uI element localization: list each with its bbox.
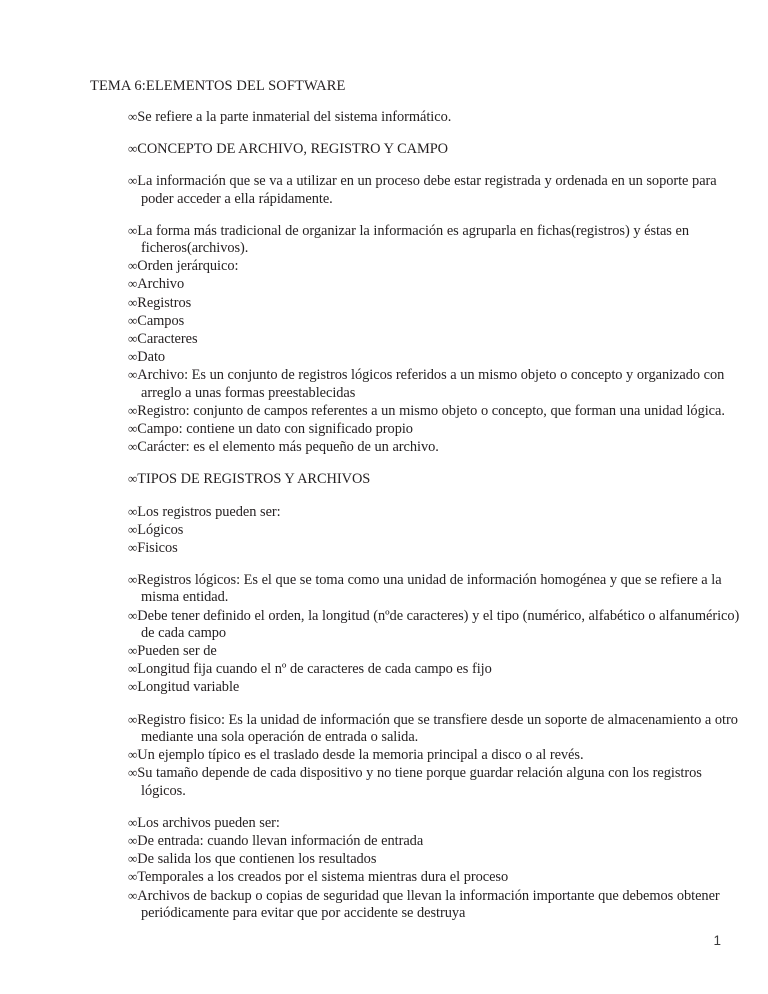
- bullet-line: [128, 814, 740, 832]
- bullet-line-text: Archivo: [137, 276, 185, 293]
- bullet-line-text: Archivos de backup o copias de seguridad que llevan la información importante que debemos obtener periódicamente para evitar que por accidente se destruya: [137, 887, 720, 921]
- bullet-line-text: Los archivos pueden ser:: [137, 814, 280, 831]
- bullet-line-text: Los registros pueden ser:: [137, 503, 281, 520]
- bullet-line-text: Registro: conjunto de campos referentes a un mismo objeto o concepto, que forman una unidad lógica.: [137, 402, 725, 419]
- text-block-tipos-heading: [128, 470, 740, 488]
- infinity-bullet-icon: ∞: [128, 661, 138, 677]
- bullet-line: [128, 607, 740, 642]
- bullet-line-text: Un ejemplo típico es el traslado desde la memoria principal a disco o al revés.: [137, 747, 584, 764]
- bullet-line: [128, 420, 740, 438]
- bullet-line-text: La información que se va a utilizar en un proceso debe estar registrada y ordenada en un soporte para poder acceder a ella rápidamente.: [137, 173, 717, 207]
- bullet-line-text: Longitud variable: [137, 679, 240, 696]
- bullet-line: [128, 868, 740, 886]
- bullet-line-text: CONCEPTO DE ARCHIVO, REGISTRO Y CAMPO: [137, 141, 449, 158]
- infinity-bullet-icon: ∞: [128, 503, 138, 519]
- infinity-bullet-icon: ∞: [128, 276, 138, 292]
- bullet-line: [128, 257, 740, 275]
- infinity-bullet-icon: ∞: [128, 869, 138, 885]
- bullet-line: [128, 642, 740, 660]
- bullet-line-text: Lógicos: [137, 521, 184, 538]
- bullet-line: [128, 887, 740, 922]
- bullet-line-text: Carácter: es el elemento más pequeño de un archivo.: [137, 439, 439, 456]
- bullet-line-text: De entrada: cuando llevan información de entrada: [137, 832, 424, 849]
- bullet-line-text: Campos: [137, 312, 185, 329]
- infinity-bullet-icon: ∞: [128, 521, 138, 537]
- bullet-line-text: De salida los que contienen los resultados: [137, 851, 377, 868]
- page-number: 1: [713, 933, 721, 948]
- bullet-line: [128, 312, 740, 330]
- infinity-bullet-icon: ∞: [128, 832, 138, 848]
- bullet-line: [128, 438, 740, 456]
- infinity-bullet-icon: ∞: [128, 141, 138, 157]
- infinity-bullet-icon: ∞: [128, 367, 138, 383]
- bullet-line: [128, 503, 740, 521]
- infinity-bullet-icon: ∞: [128, 643, 138, 659]
- text-block-registros-logicos: [128, 571, 740, 696]
- bullet-line-text: Longitud fija cuando el nº de caracteres de cada campo es fijo: [137, 661, 492, 678]
- bullet-line-text: Debe tener definido el orden, la longitud (nºde caracteres) y el tipo (numérico, alfabético o alfanumérico) de cada campo: [137, 607, 740, 641]
- bullet-line: [128, 746, 740, 764]
- infinity-bullet-icon: ∞: [128, 540, 138, 556]
- infinity-bullet-icon: ∞: [128, 294, 138, 310]
- infinity-bullet-icon: ∞: [128, 572, 138, 588]
- infinity-bullet-icon: ∞: [128, 222, 138, 238]
- bullet-line: [128, 660, 740, 678]
- infinity-bullet-icon: ∞: [128, 607, 138, 623]
- infinity-bullet-icon: ∞: [128, 402, 138, 418]
- infinity-bullet-icon: ∞: [128, 747, 138, 763]
- bullet-line: [128, 850, 740, 868]
- infinity-bullet-icon: ∞: [128, 312, 138, 328]
- bullet-line: [128, 539, 740, 557]
- infinity-bullet-icon: ∞: [128, 331, 138, 347]
- bullet-line: [128, 222, 740, 257]
- bullet-line: [128, 764, 740, 799]
- bullet-line: [128, 571, 740, 606]
- infinity-bullet-icon: ∞: [128, 765, 138, 781]
- bullet-line-text: Registro fisico: Es la unidad de información que se transfiere desde un soporte de almacenamiento a otro mediante una sola operación de entrada o salida.: [137, 711, 738, 745]
- block-list: [128, 108, 740, 922]
- infinity-bullet-icon: ∞: [128, 258, 138, 274]
- text-block-archivos-tipos: [128, 814, 740, 922]
- bullet-line-text: Caracteres: [137, 331, 198, 348]
- bullet-line-text: Campo: contiene un dato con significado propio: [137, 421, 413, 438]
- bullet-line: [128, 275, 740, 293]
- bullet-line-text: Su tamaño depende de cada dispositivo y no tiene porque guardar relación alguna con los registros lógicos.: [137, 765, 702, 799]
- bullet-line-text: Dato: [137, 349, 166, 366]
- bullet-line: [128, 348, 740, 366]
- bullet-line: [128, 678, 740, 696]
- bullet-line: [128, 366, 740, 401]
- text-block-registro-fisico: [128, 711, 740, 800]
- text-block-intro: [128, 108, 740, 126]
- infinity-bullet-icon: ∞: [128, 711, 138, 727]
- infinity-bullet-icon: ∞: [128, 109, 138, 124]
- bullet-line: [128, 140, 740, 158]
- infinity-bullet-icon: ∞: [128, 173, 138, 189]
- text-block-informacion-soporte: [128, 172, 740, 207]
- bullet-line-text: Se refiere a la parte inmaterial del sistema informático.: [137, 109, 452, 125]
- bullet-line-text: Pueden ser de: [137, 643, 217, 660]
- infinity-bullet-icon: ∞: [128, 887, 138, 903]
- infinity-bullet-icon: ∞: [128, 679, 138, 695]
- bullet-line: [128, 330, 740, 348]
- bullet-line-text: Orden jerárquico:: [137, 258, 239, 275]
- document-body: [128, 108, 740, 936]
- bullet-line: [128, 521, 740, 539]
- infinity-bullet-icon: ∞: [128, 349, 138, 365]
- bullet-line-text: Registros: [137, 294, 192, 311]
- bullet-line-text: TIPOS DE REGISTROS Y ARCHIVOS: [137, 471, 371, 488]
- bullet-line-text: Archivo: Es un conjunto de registros lógicos referidos a un mismo objeto o concepto y organizado con arreglo a unas formas preestablecidas: [137, 367, 725, 401]
- text-block-concepto-heading: [128, 140, 740, 158]
- bullet-line-text: Registros lógicos: Es el que se toma como una unidad de información homogénea y que se refiere a la misma entidad.: [137, 572, 722, 606]
- bullet-line: [128, 172, 740, 207]
- bullet-line: [128, 108, 740, 126]
- page-title: TEMA 6:ELEMENTOS DEL SOFTWARE: [90, 78, 346, 94]
- bullet-line-text: Temporales a los creados por el sistema mientras dura el proceso: [137, 869, 509, 886]
- infinity-bullet-icon: ∞: [128, 421, 138, 437]
- text-block-registros-tipos: [128, 503, 740, 558]
- bullet-line: [128, 294, 740, 312]
- infinity-bullet-icon: ∞: [128, 439, 138, 455]
- bullet-line: [128, 832, 740, 850]
- infinity-bullet-icon: ∞: [128, 851, 138, 867]
- bullet-line: [128, 711, 740, 746]
- bullet-line: [128, 402, 740, 420]
- infinity-bullet-icon: ∞: [128, 471, 138, 487]
- bullet-line-text: Fisicos: [137, 540, 178, 557]
- bullet-line: [128, 470, 740, 488]
- infinity-bullet-icon: ∞: [128, 814, 138, 830]
- bullet-line-text: La forma más tradicional de organizar la información es agruparla en fichas(registros) y éstas en ficheros(archivos).: [137, 222, 689, 257]
- text-block-jerarquia: [128, 222, 740, 457]
